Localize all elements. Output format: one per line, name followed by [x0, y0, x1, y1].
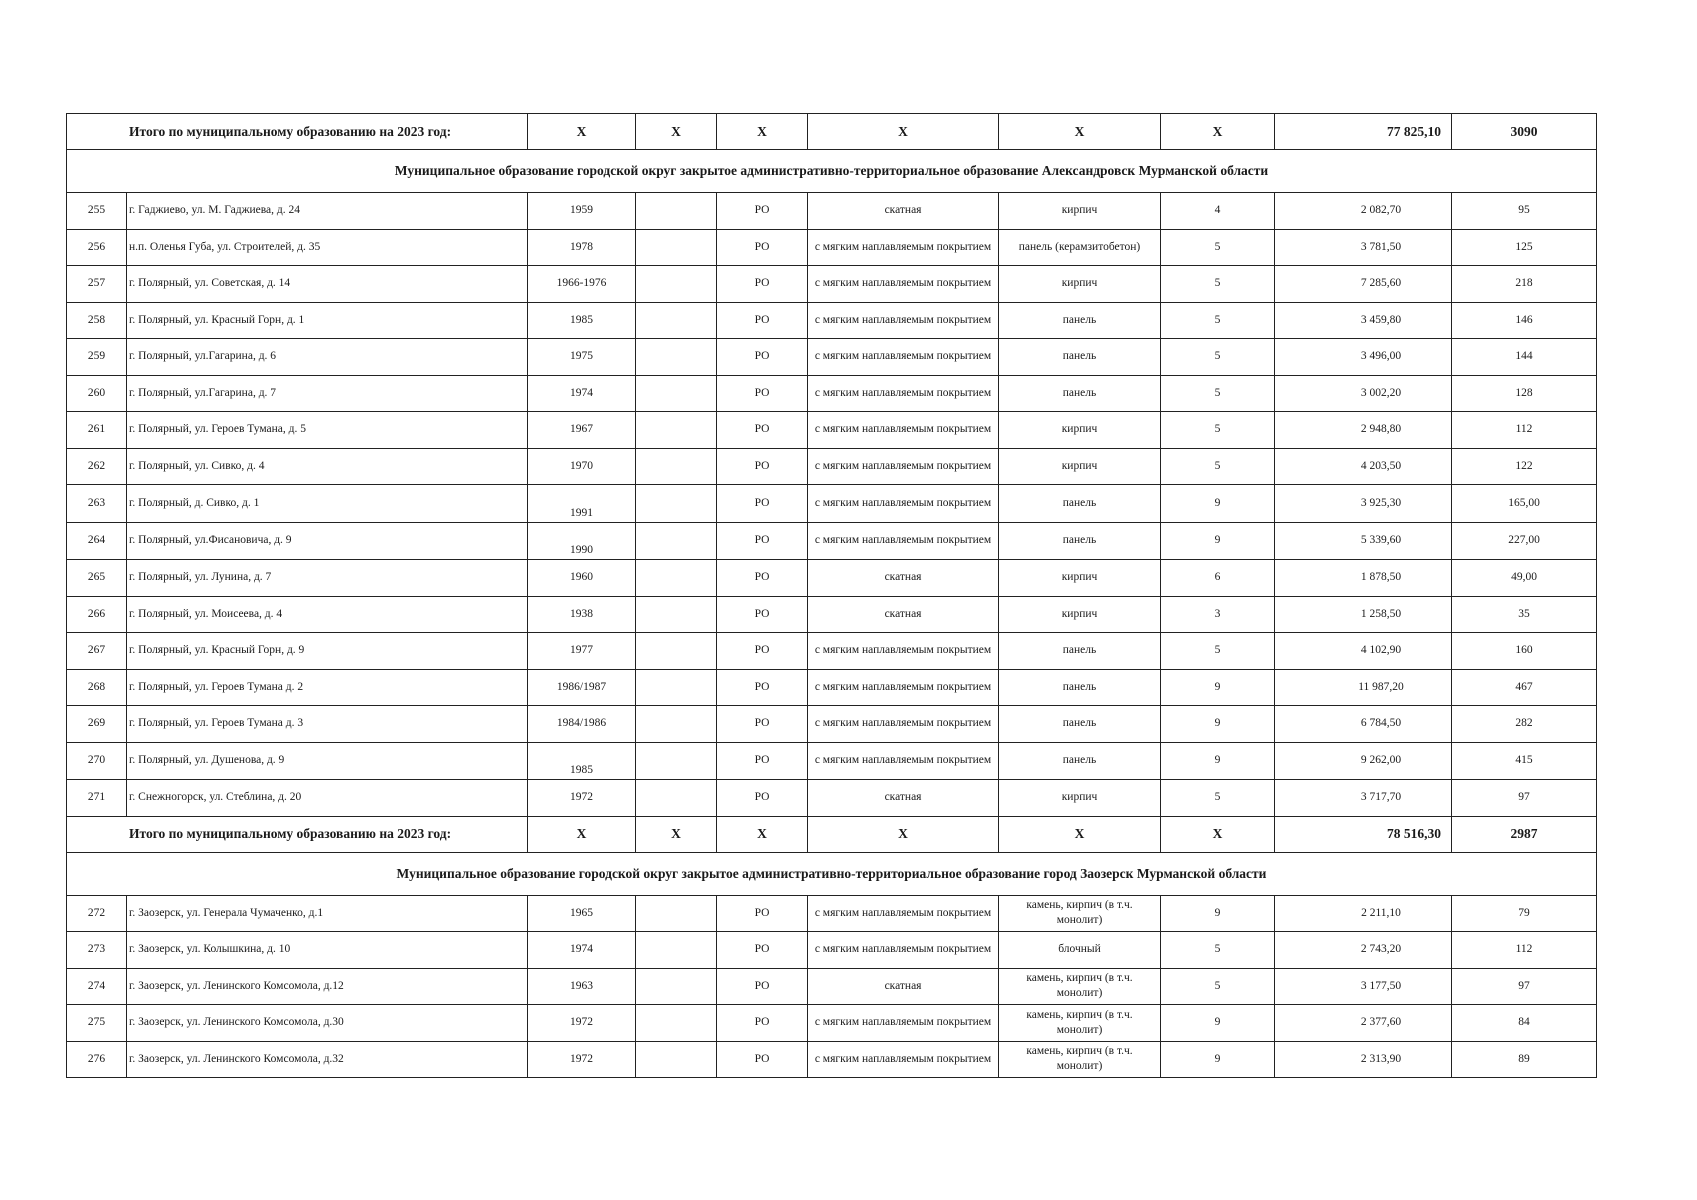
wall-material-cell: камень, кирпич (в т.ч. монолит): [999, 968, 1161, 1005]
work-type-cell: РО: [717, 1041, 808, 1078]
wall-material-cell: панель: [999, 485, 1161, 523]
table-body: [67, 114, 1597, 1078]
wall-material-cell: камень, кирпич (в т.ч. монолит): [999, 895, 1161, 932]
work-type-cell: РО: [717, 669, 808, 706]
floors-cell: 9: [1161, 522, 1275, 560]
wall-material-cell: камень, кирпич (в т.ч. монолит): [999, 1041, 1161, 1078]
table-row: [67, 1041, 1597, 1078]
floors-cell: 5: [1161, 266, 1275, 303]
work-type-cell: РО: [717, 485, 808, 523]
area-cell: 3 496,00: [1275, 339, 1452, 376]
roof-type-cell: с мягким наплавляемым покрытием: [808, 633, 999, 670]
floors-cell: 9: [1161, 485, 1275, 523]
work-type-cell: РО: [717, 522, 808, 560]
section-heading-row: [67, 852, 1597, 895]
area-cell: 1 258,50: [1275, 596, 1452, 633]
wall-material-cell: камень, кирпич (в т.ч. монолит): [999, 1005, 1161, 1042]
floors-cell: 9: [1161, 1041, 1275, 1078]
year-cell: 1977: [528, 633, 636, 670]
roof-type-cell: скатная: [808, 968, 999, 1005]
empty-cell: [636, 596, 717, 633]
year-cell: 1967: [528, 412, 636, 449]
total-area: 77 825,10: [1275, 114, 1452, 150]
year-cell: 1970: [528, 448, 636, 485]
table-row: [67, 1005, 1597, 1042]
roof-type-cell: с мягким наплавляемым покрытием: [808, 1041, 999, 1078]
row-number: 269: [67, 706, 127, 743]
year-cell: 1959: [528, 193, 636, 230]
row-number: 267: [67, 633, 127, 670]
empty-cell: [636, 633, 717, 670]
empty-cell: [636, 932, 717, 969]
year-cell: 1974: [528, 375, 636, 412]
x-mark: X: [636, 114, 717, 150]
residents-cell: 227,00: [1452, 522, 1597, 560]
table-row: [67, 375, 1597, 412]
residents-cell: 122: [1452, 448, 1597, 485]
residents-cell: 35: [1452, 596, 1597, 633]
empty-cell: [636, 706, 717, 743]
residents-cell: 79: [1452, 895, 1597, 932]
floors-cell: 5: [1161, 932, 1275, 969]
row-number: 274: [67, 968, 127, 1005]
empty-cell: [636, 895, 717, 932]
total-label: Итого по муниципальному образованию на 2023 год:: [67, 816, 528, 852]
floors-cell: 9: [1161, 1005, 1275, 1042]
residents-cell: 415: [1452, 742, 1597, 780]
empty-cell: [636, 1041, 717, 1078]
area-cell: 1 878,50: [1275, 560, 1452, 597]
work-type-cell: РО: [717, 560, 808, 597]
empty-cell: [636, 1005, 717, 1042]
residents-cell: 97: [1452, 968, 1597, 1005]
row-number: 270: [67, 742, 127, 780]
table-row: [67, 633, 1597, 670]
year-cell: 1984/1986: [528, 706, 636, 743]
work-type-cell: РО: [717, 193, 808, 230]
floors-cell: 3: [1161, 596, 1275, 633]
year-cell: 1963: [528, 968, 636, 1005]
table-row: [67, 669, 1597, 706]
row-number: 273: [67, 932, 127, 969]
address-cell: г. Полярный, ул.Фисановича, д. 9: [127, 522, 528, 560]
area-cell: 3 177,50: [1275, 968, 1452, 1005]
wall-material-cell: панель: [999, 522, 1161, 560]
wall-material-cell: кирпич: [999, 193, 1161, 230]
address-cell: г. Полярный, ул. Лунина, д. 7: [127, 560, 528, 597]
area-cell: 3 459,80: [1275, 302, 1452, 339]
roof-type-cell: с мягким наплавляемым покрытием: [808, 932, 999, 969]
wall-material-cell: блочный: [999, 932, 1161, 969]
work-type-cell: РО: [717, 448, 808, 485]
wall-material-cell: кирпич: [999, 266, 1161, 303]
empty-cell: [636, 780, 717, 817]
residents-cell: 125: [1452, 229, 1597, 266]
table-row: [67, 780, 1597, 817]
work-type-cell: РО: [717, 596, 808, 633]
x-mark: X: [528, 816, 636, 852]
floors-cell: 5: [1161, 780, 1275, 817]
work-type-cell: РО: [717, 780, 808, 817]
year-cell: 1978: [528, 229, 636, 266]
table-row: [67, 485, 1597, 523]
roof-type-cell: с мягким наплавляемым покрытием: [808, 1005, 999, 1042]
wall-material-cell: кирпич: [999, 780, 1161, 817]
table-row: [67, 706, 1597, 743]
roof-type-cell: с мягким наплавляемым покрытием: [808, 302, 999, 339]
work-type-cell: РО: [717, 229, 808, 266]
work-type-cell: РО: [717, 706, 808, 743]
empty-cell: [636, 266, 717, 303]
year-cell: 1990: [528, 522, 636, 560]
table-row: [67, 412, 1597, 449]
x-mark: X: [999, 816, 1161, 852]
section-heading-row: [67, 150, 1597, 193]
row-number: 272: [67, 895, 127, 932]
x-mark: X: [999, 114, 1161, 150]
residents-cell: 218: [1452, 266, 1597, 303]
floors-cell: 9: [1161, 895, 1275, 932]
empty-cell: [636, 742, 717, 780]
address-cell: г. Заозерск, ул. Колышкина, д. 10: [127, 932, 528, 969]
area-cell: 3 781,50: [1275, 229, 1452, 266]
table-row: [67, 596, 1597, 633]
address-cell: г. Полярный, ул. Красный Горн, д. 9: [127, 633, 528, 670]
address-cell: г. Полярный, ул.Гагарина, д. 6: [127, 339, 528, 376]
area-cell: 3 717,70: [1275, 780, 1452, 817]
wall-material-cell: панель: [999, 742, 1161, 780]
year-cell: 1974: [528, 932, 636, 969]
table-row: [67, 968, 1597, 1005]
residents-cell: 97: [1452, 780, 1597, 817]
area-cell: 4 102,90: [1275, 633, 1452, 670]
roof-type-cell: скатная: [808, 780, 999, 817]
year-cell: 1985: [528, 742, 636, 780]
area-cell: 7 285,60: [1275, 266, 1452, 303]
work-type-cell: РО: [717, 302, 808, 339]
area-cell: 9 262,00: [1275, 742, 1452, 780]
table-row: [67, 229, 1597, 266]
year-cell: 1991: [528, 485, 636, 523]
wall-material-cell: панель: [999, 375, 1161, 412]
total-row: [67, 816, 1597, 852]
work-type-cell: РО: [717, 633, 808, 670]
row-number: 258: [67, 302, 127, 339]
floors-cell: 5: [1161, 229, 1275, 266]
wall-material-cell: панель: [999, 339, 1161, 376]
empty-cell: [636, 485, 717, 523]
x-mark: X: [808, 114, 999, 150]
residents-cell: 128: [1452, 375, 1597, 412]
work-type-cell: РО: [717, 895, 808, 932]
total-row: [67, 114, 1597, 150]
address-cell: г. Гаджиево, ул. М. Гаджиева, д. 24: [127, 193, 528, 230]
section-heading: Муниципальное образование городской округ закрытое административно-территориальное образование Александровск Мурманской области: [67, 150, 1597, 193]
area-cell: 3 002,20: [1275, 375, 1452, 412]
table-row: [67, 522, 1597, 560]
table-row: [67, 302, 1597, 339]
floors-cell: 9: [1161, 669, 1275, 706]
floors-cell: 5: [1161, 633, 1275, 670]
empty-cell: [636, 968, 717, 1005]
address-cell: г. Полярный, ул. Советская, д. 14: [127, 266, 528, 303]
wall-material-cell: панель: [999, 633, 1161, 670]
x-mark: X: [1161, 816, 1275, 852]
address-cell: г. Полярный, ул. Моисеева, д. 4: [127, 596, 528, 633]
address-cell: г. Заозерск, ул. Ленинского Комсомола, д.30: [127, 1005, 528, 1042]
floors-cell: 6: [1161, 560, 1275, 597]
residents-cell: 165,00: [1452, 485, 1597, 523]
table-row: [67, 895, 1597, 932]
row-number: 268: [67, 669, 127, 706]
area-cell: 2 377,60: [1275, 1005, 1452, 1042]
roof-type-cell: с мягким наплавляемым покрытием: [808, 895, 999, 932]
year-cell: 1960: [528, 560, 636, 597]
work-type-cell: РО: [717, 1005, 808, 1042]
x-mark: X: [808, 816, 999, 852]
row-number: 271: [67, 780, 127, 817]
floors-cell: 5: [1161, 448, 1275, 485]
table-row: [67, 742, 1597, 780]
wall-material-cell: панель (керамзитобетон): [999, 229, 1161, 266]
roof-type-cell: с мягким наплавляемым покрытием: [808, 485, 999, 523]
residents-cell: 112: [1452, 412, 1597, 449]
table-row: [67, 339, 1597, 376]
residents-cell: 282: [1452, 706, 1597, 743]
table-row: [67, 193, 1597, 230]
roof-type-cell: с мягким наплавляемым покрытием: [808, 375, 999, 412]
area-cell: 3 925,30: [1275, 485, 1452, 523]
address-cell: г. Полярный, ул. Героев Тумана д. 3: [127, 706, 528, 743]
area-cell: 2 211,10: [1275, 895, 1452, 932]
work-type-cell: РО: [717, 375, 808, 412]
area-cell: 4 203,50: [1275, 448, 1452, 485]
wall-material-cell: кирпич: [999, 448, 1161, 485]
address-cell: г. Снежногорск, ул. Стеблина, д. 20: [127, 780, 528, 817]
floors-cell: 5: [1161, 968, 1275, 1005]
year-cell: 1972: [528, 780, 636, 817]
area-cell: 5 339,60: [1275, 522, 1452, 560]
floors-cell: 9: [1161, 742, 1275, 780]
wall-material-cell: панель: [999, 302, 1161, 339]
address-cell: г. Полярный, ул. Героев Тумана д. 2: [127, 669, 528, 706]
work-type-cell: РО: [717, 339, 808, 376]
row-number: 261: [67, 412, 127, 449]
area-cell: 6 784,50: [1275, 706, 1452, 743]
empty-cell: [636, 375, 717, 412]
year-cell: 1972: [528, 1005, 636, 1042]
table-row: [67, 560, 1597, 597]
empty-cell: [636, 448, 717, 485]
section-heading: Муниципальное образование городской округ закрытое административно-территориальное образование город Заозерск Мурманской области: [67, 852, 1597, 895]
table-row: [67, 932, 1597, 969]
year-cell: 1985: [528, 302, 636, 339]
empty-cell: [636, 522, 717, 560]
area-cell: 2 082,70: [1275, 193, 1452, 230]
row-number: 262: [67, 448, 127, 485]
roof-type-cell: с мягким наплавляемым покрытием: [808, 742, 999, 780]
residents-cell: 160: [1452, 633, 1597, 670]
residents-cell: 89: [1452, 1041, 1597, 1078]
residents-cell: 95: [1452, 193, 1597, 230]
address-cell: г. Заозерск, ул. Генерала Чумаченко, д.1: [127, 895, 528, 932]
wall-material-cell: кирпич: [999, 596, 1161, 633]
wall-material-cell: кирпич: [999, 412, 1161, 449]
address-cell: г. Полярный, ул. Сивко, д. 4: [127, 448, 528, 485]
row-number: 257: [67, 266, 127, 303]
total-residents: 2987: [1452, 816, 1597, 852]
table-row: [67, 448, 1597, 485]
roof-type-cell: скатная: [808, 193, 999, 230]
floors-cell: 5: [1161, 339, 1275, 376]
roof-type-cell: с мягким наплавляемым покрытием: [808, 412, 999, 449]
year-cell: 1938: [528, 596, 636, 633]
residents-cell: 467: [1452, 669, 1597, 706]
table-row: [67, 266, 1597, 303]
total-area: 78 516,30: [1275, 816, 1452, 852]
x-mark: X: [717, 816, 808, 852]
residents-cell: 84: [1452, 1005, 1597, 1042]
residents-cell: 112: [1452, 932, 1597, 969]
roof-type-cell: скатная: [808, 560, 999, 597]
year-cell: 1986/1987: [528, 669, 636, 706]
row-number: 276: [67, 1041, 127, 1078]
wall-material-cell: панель: [999, 669, 1161, 706]
row-number: 266: [67, 596, 127, 633]
address-cell: г. Полярный, ул. Героев Тумана, д. 5: [127, 412, 528, 449]
area-cell: 2 743,20: [1275, 932, 1452, 969]
year-cell: 1966-1976: [528, 266, 636, 303]
roof-type-cell: скатная: [808, 596, 999, 633]
address-cell: г. Полярный, ул. Красный Горн, д. 1: [127, 302, 528, 339]
empty-cell: [636, 339, 717, 376]
year-cell: 1965: [528, 895, 636, 932]
work-type-cell: РО: [717, 932, 808, 969]
area-cell: 2 948,80: [1275, 412, 1452, 449]
total-label: Итого по муниципальному образованию на 2023 год:: [67, 114, 528, 150]
document-page: [66, 113, 1596, 1078]
roof-type-cell: с мягким наплавляемым покрытием: [808, 266, 999, 303]
floors-cell: 5: [1161, 375, 1275, 412]
x-mark: X: [717, 114, 808, 150]
row-number: 264: [67, 522, 127, 560]
empty-cell: [636, 302, 717, 339]
roof-type-cell: с мягким наплавляемым покрытием: [808, 229, 999, 266]
empty-cell: [636, 229, 717, 266]
work-type-cell: РО: [717, 412, 808, 449]
empty-cell: [636, 412, 717, 449]
residents-cell: 146: [1452, 302, 1597, 339]
area-cell: 11 987,20: [1275, 669, 1452, 706]
empty-cell: [636, 193, 717, 230]
roof-type-cell: с мягким наплавляемым покрытием: [808, 339, 999, 376]
address-cell: г. Заозерск, ул. Ленинского Комсомола, д.32: [127, 1041, 528, 1078]
x-mark: X: [528, 114, 636, 150]
roof-type-cell: с мягким наплавляемым покрытием: [808, 706, 999, 743]
address-cell: г. Полярный, ул. Душенова, д. 9: [127, 742, 528, 780]
residents-cell: 49,00: [1452, 560, 1597, 597]
row-number: 256: [67, 229, 127, 266]
address-cell: г. Заозерск, ул. Ленинского Комсомола, д.12: [127, 968, 528, 1005]
work-type-cell: РО: [717, 968, 808, 1005]
area-cell: 2 313,90: [1275, 1041, 1452, 1078]
work-type-cell: РО: [717, 742, 808, 780]
x-mark: X: [1161, 114, 1275, 150]
row-number: 265: [67, 560, 127, 597]
residents-cell: 144: [1452, 339, 1597, 376]
floors-cell: 9: [1161, 706, 1275, 743]
total-residents: 3090: [1452, 114, 1597, 150]
x-mark: X: [636, 816, 717, 852]
housing-table: [66, 113, 1597, 1078]
floors-cell: 5: [1161, 412, 1275, 449]
row-number: 255: [67, 193, 127, 230]
empty-cell: [636, 560, 717, 597]
year-cell: 1975: [528, 339, 636, 376]
floors-cell: 5: [1161, 302, 1275, 339]
row-number: 263: [67, 485, 127, 523]
year-cell: 1972: [528, 1041, 636, 1078]
floors-cell: 4: [1161, 193, 1275, 230]
wall-material-cell: кирпич: [999, 560, 1161, 597]
empty-cell: [636, 669, 717, 706]
row-number: 275: [67, 1005, 127, 1042]
address-cell: г. Полярный, ул.Гагарина, д. 7: [127, 375, 528, 412]
roof-type-cell: с мягким наплавляемым покрытием: [808, 448, 999, 485]
address-cell: г. Полярный, д. Сивко, д. 1: [127, 485, 528, 523]
wall-material-cell: панель: [999, 706, 1161, 743]
roof-type-cell: с мягким наплавляемым покрытием: [808, 669, 999, 706]
roof-type-cell: с мягким наплавляемым покрытием: [808, 522, 999, 560]
address-cell: н.п. Оленья Губа, ул. Строителей, д. 35: [127, 229, 528, 266]
row-number: 259: [67, 339, 127, 376]
row-number: 260: [67, 375, 127, 412]
work-type-cell: РО: [717, 266, 808, 303]
